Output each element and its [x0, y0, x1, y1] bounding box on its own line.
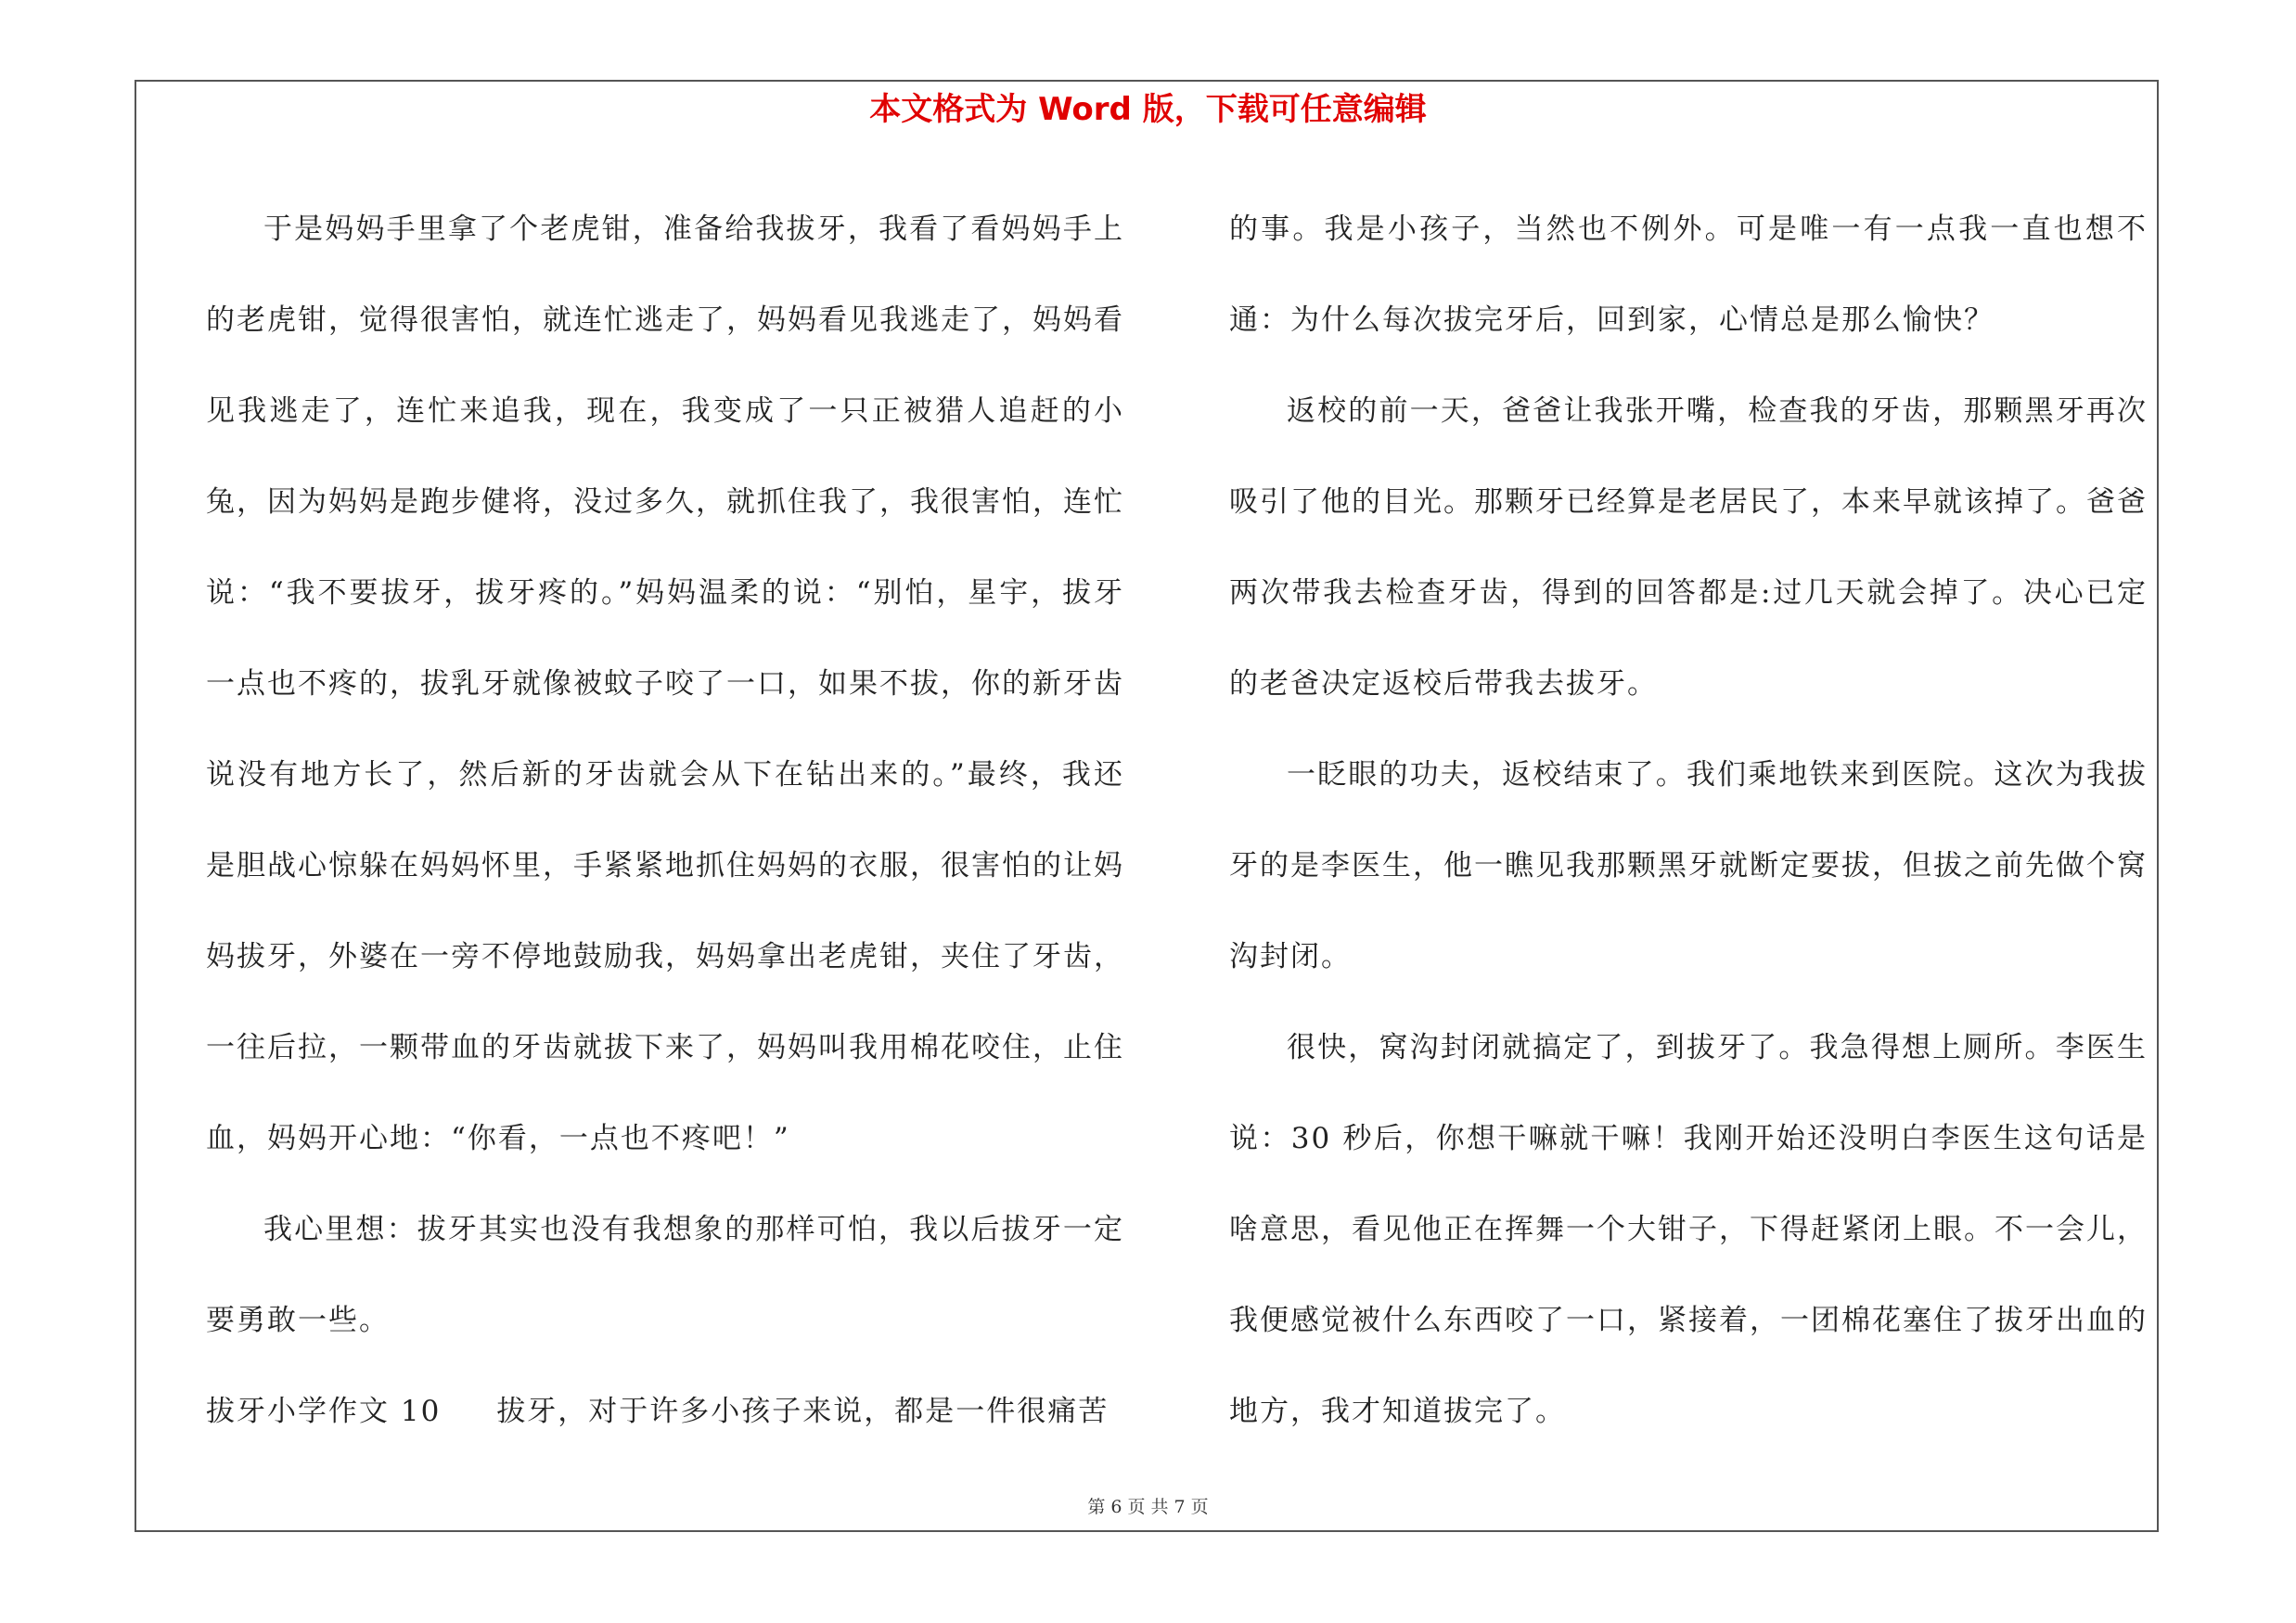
- left-column: [206, 184, 1124, 1457]
- essay-title: 拔牙小学作文 10: [206, 1395, 442, 1428]
- paragraph-intro-end: 的事。我是小孩子，当然也不例外。可是唯一有一点我一直也想不通：为什么每次拔完牙后，回到家，心情总是那么愉快？: [1229, 213, 2148, 337]
- essay-heading-line: [206, 1366, 1124, 1457]
- paragraph-hospital: 一眨眼的功夫，返校结束了。我们乘地铁来到医院。这次为我拔牙的是李医生，他一瞧见我那颗黑牙就断定要拔，但拔之前先做个窝沟封闭。: [1229, 758, 2148, 973]
- header-banner: 本文格式为 Word 版，下载可任意编辑: [869, 91, 1427, 128]
- right-column: [1229, 184, 2148, 1457]
- paragraph-intro-start: 拔牙，对于许多小孩子来说，都是一件很痛苦: [496, 1395, 1110, 1428]
- page-number: 第 6 页 共 7 页: [1087, 1497, 1209, 1517]
- paragraph-reflection: 我心里想：拔牙其实也没有我想象的那样可怕，我以后拔牙一定要勇敢一些。: [206, 1213, 1124, 1337]
- paragraph-pulling-scene: 于是妈妈手里拿了个老虎钳，准备给我拔牙，我看了看妈妈手上的老虎钳，觉得很害怕，就连忙逃走了，妈妈看见我逃走了，妈妈看见我逃走了，连忙来追我，现在，我变成了一只正被猎人追赶的小兔，因为妈妈是跑步健将，没过多久，就抓住我了，我很害怕，连忙说：“我不要拔牙，拔牙疼的。”妈妈温柔的说：“别怕，星宇，拔牙一点也不疼的，拔乳牙就像被蚊子咬了一口，如果不拔，你的新牙齿说没有地方长了，然后新的牙齿就会从下在钻出来的。”最终，我还是胆战心惊躲在妈妈怀里，手紧紧地抓住妈妈的衣服，很害怕的让妈妈拔牙，外婆在一旁不停地鼓励我，妈妈拿出老虎钳，夹住了牙齿，一往后拉，一颗带血的牙齿就拔下来了，妈妈叫我用棉花咬住，止住血，妈妈开心地：“你看，一点也不疼吧！”: [206, 213, 1124, 1155]
- paragraph-extraction: 很快，窝沟封闭就搞定了，到拔牙了。我急得想上厕所。李医生说：30 秒后，你想干嘛就干嘛！我刚开始还没明白李医生这句话是啥意思，看见他正在挥舞一个大钳子，下得赶紧闭上眼。不一会儿，我便感觉被什么东西咬了一口，紧接着，一团棉花塞住了拔牙出血的地方，我才知道拔完了。: [1229, 1031, 2148, 1428]
- paragraph-dad-check: 返校的前一天，爸爸让我张开嘴，检查我的牙齿，那颗黑牙再次吸引了他的目光。那颗牙已经算是老居民了，本来早就该掉了。爸爸两次带我去检查牙齿，得到的回答都是:过几天就会掉了。决心已定的老爸决定返校后带我去拔牙。: [1229, 394, 2148, 701]
